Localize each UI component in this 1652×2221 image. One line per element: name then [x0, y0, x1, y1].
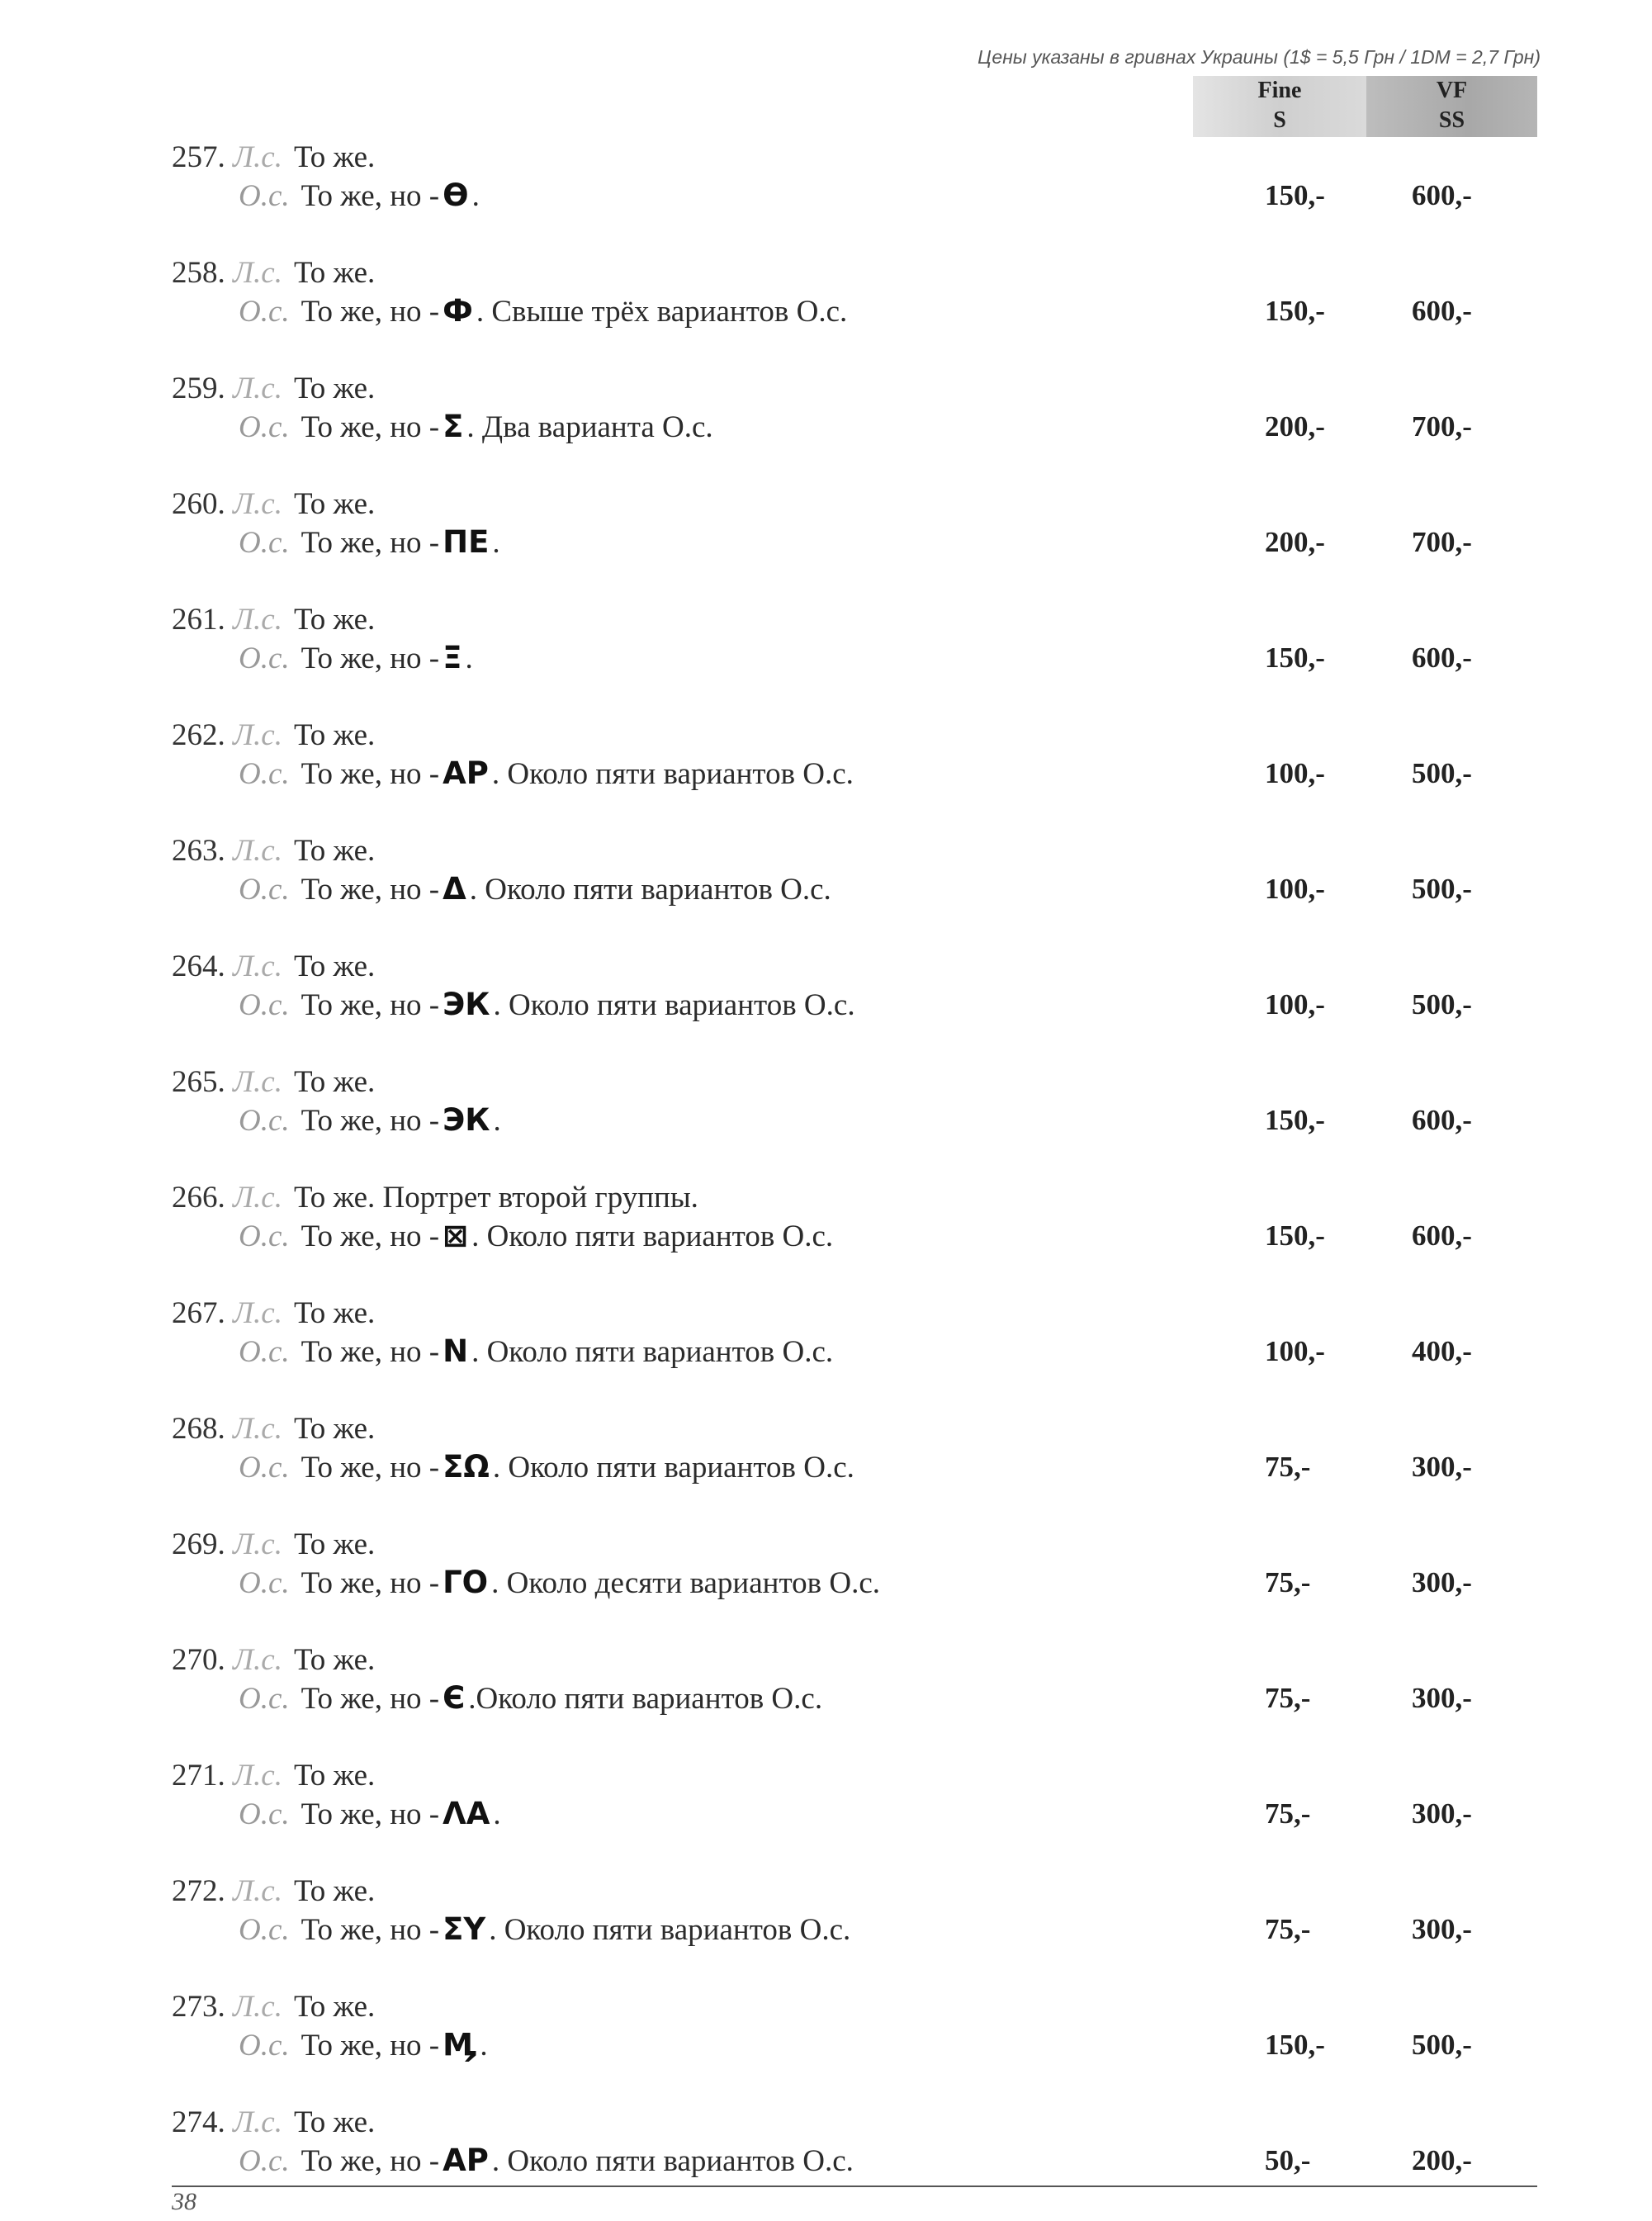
reverse-text: То же, но -	[301, 295, 440, 329]
catalog-entry	[0, 1874, 1652, 1990]
obverse-line	[172, 718, 375, 753]
price-fine: 150,-	[1265, 642, 1325, 674]
obverse-text: То же.	[293, 603, 376, 637]
grade-name: Fine	[1257, 78, 1302, 103]
price-fine: 150,-	[1265, 295, 1325, 327]
reverse-abbr: О.с.	[239, 642, 290, 675]
entry-number: 272.	[172, 1874, 225, 1908]
price-vf: 400,-	[1412, 1335, 1472, 1367]
mint-mark-symbol: Σ	[443, 409, 464, 444]
entry-number: 263.	[172, 834, 225, 868]
reverse-note: .Около пяти вариантов О.с.	[468, 1682, 823, 1716]
entry-number: 271.	[172, 1759, 225, 1792]
obverse-line	[172, 1296, 375, 1331]
reverse-abbr: О.с.	[239, 1566, 290, 1600]
obverse-abbr: Л.с.	[233, 372, 282, 405]
catalog-entry	[0, 1990, 1652, 2105]
entry-number: 260.	[172, 487, 225, 521]
reverse-note: . Около пяти вариантов О.с.	[492, 1451, 854, 1485]
price-fine: 75,-	[1265, 1566, 1311, 1598]
reverse-text: То же, но -	[301, 1335, 440, 1369]
entry-number: 266.	[172, 1181, 225, 1215]
reverse-note: . Около пяти вариантов О.с.	[491, 2144, 854, 2178]
reverse-text: То же, но -	[301, 179, 440, 213]
reverse-note: .	[480, 2029, 488, 2062]
price-fine: 50,-	[1265, 2144, 1311, 2176]
obverse-abbr: Л.с.	[233, 718, 282, 752]
price-vf: 500,-	[1412, 873, 1472, 905]
price-fine: 100,-	[1265, 1335, 1325, 1367]
obverse-abbr: Л.с.	[233, 1874, 282, 1908]
reverse-text: То же, но -	[301, 410, 440, 444]
price-vf: 500,-	[1412, 988, 1472, 1021]
entry-number: 259.	[172, 372, 225, 405]
obverse-line	[172, 1412, 375, 1447]
catalog-entry	[0, 256, 1652, 372]
obverse-line	[172, 487, 375, 522]
entry-number: 269.	[172, 1527, 225, 1561]
mint-mark-symbol: ΣΩ	[443, 1449, 490, 1485]
reverse-text: То же, но -	[301, 1104, 440, 1138]
price-vf: 600,-	[1412, 642, 1472, 674]
grade-code: SS	[1438, 107, 1465, 133]
obverse-line	[172, 949, 375, 984]
reverse-line	[239, 641, 473, 676]
reverse-abbr: О.с.	[239, 1913, 290, 1947]
obverse-line	[172, 372, 375, 406]
mint-mark-symbol: ЭК	[443, 987, 490, 1022]
reverse-text: То же, но -	[301, 873, 440, 907]
obverse-line	[172, 2105, 375, 2140]
catalog-entry	[0, 949, 1652, 1065]
obverse-abbr: Л.с.	[233, 1990, 282, 2024]
reverse-note: . Около пяти вариантов О.с.	[493, 988, 855, 1022]
reverse-note: .	[492, 526, 500, 560]
grade-name: VF	[1436, 78, 1468, 103]
catalog-entry	[0, 1181, 1652, 1296]
catalog-entry	[0, 1065, 1652, 1181]
obverse-line	[172, 1990, 375, 2024]
reverse-abbr: О.с.	[239, 295, 290, 329]
reverse-abbr: О.с.	[239, 2144, 290, 2178]
price-fine: 75,-	[1265, 1797, 1311, 1830]
price-currency-note: Цены указаны в гривнах Украины (1$ = 5,5 Грн / 1DM = 2,7 Грн)	[977, 46, 1541, 68]
reverse-line	[239, 178, 480, 214]
obverse-line	[172, 1643, 375, 1678]
reverse-text: То же, но -	[301, 1219, 440, 1253]
obverse-abbr: Л.с.	[233, 487, 282, 521]
price-vf: 700,-	[1412, 526, 1472, 558]
reverse-text: То же, но -	[301, 1797, 440, 1831]
price-vf: 500,-	[1412, 2029, 1472, 2061]
entry-number: 265.	[172, 1065, 225, 1099]
obverse-line	[172, 256, 375, 291]
reverse-note: . Свыше трёх вариантов О.с.	[476, 295, 848, 329]
reverse-note: .	[471, 179, 480, 213]
price-vf: 300,-	[1412, 1682, 1472, 1714]
obverse-abbr: Л.с.	[233, 1296, 282, 1330]
price-fine: 100,-	[1265, 757, 1325, 789]
obverse-text: То же.	[293, 487, 376, 521]
reverse-abbr: О.с.	[239, 1335, 290, 1369]
mint-mark-symbol: Ѳ	[443, 178, 469, 213]
obverse-text: То же. Портрет второй группы.	[293, 1181, 698, 1215]
reverse-note: .	[493, 1797, 501, 1831]
reverse-line	[239, 1681, 822, 1717]
reverse-note: . Два варианта О.с.	[466, 410, 713, 444]
obverse-text: То же.	[293, 1412, 376, 1446]
catalog-entry	[0, 372, 1652, 487]
catalog-entry	[0, 1412, 1652, 1527]
catalog-entry	[0, 487, 1652, 603]
reverse-text: То же, но -	[301, 1566, 440, 1600]
catalog-entry	[0, 834, 1652, 949]
catalog-entry	[0, 718, 1652, 834]
price-fine: 150,-	[1265, 1104, 1325, 1136]
obverse-text: То же.	[293, 1065, 376, 1099]
price-vf: 300,-	[1412, 1913, 1472, 1945]
obverse-text: То же.	[293, 1990, 376, 2024]
obverse-abbr: Л.с.	[233, 1412, 282, 1446]
obverse-abbr: Л.с.	[233, 140, 282, 174]
price-fine: 150,-	[1265, 2029, 1325, 2061]
price-vf: 600,-	[1412, 295, 1472, 327]
price-fine: 150,-	[1265, 1219, 1325, 1252]
reverse-abbr: О.с.	[239, 1797, 290, 1831]
obverse-text: То же.	[293, 1874, 376, 1908]
mint-mark-symbol: ΑΡ	[443, 2143, 489, 2178]
obverse-abbr: Л.с.	[233, 1527, 282, 1561]
reverse-abbr: О.с.	[239, 988, 290, 1022]
obverse-abbr: Л.с.	[233, 1643, 282, 1677]
mint-mark-symbol: N	[443, 1333, 469, 1369]
obverse-abbr: Л.с.	[233, 256, 282, 290]
reverse-abbr: О.с.	[239, 526, 290, 560]
grade-header-fine	[1193, 76, 1366, 137]
reverse-line	[239, 1797, 501, 1832]
reverse-note: . Около пяти вариантов О.с.	[471, 1335, 834, 1369]
price-vf: 600,-	[1412, 1219, 1472, 1252]
obverse-text: То же.	[293, 1643, 376, 1677]
reverse-note: . Около пяти вариантов О.с.	[489, 1913, 851, 1947]
mint-mark-symbol: ПЕ	[443, 524, 490, 560]
price-vf: 300,-	[1412, 1797, 1472, 1830]
obverse-line	[172, 834, 375, 869]
reverse-abbr: О.с.	[239, 1219, 290, 1253]
grade-code: S	[1273, 107, 1286, 133]
obverse-text: То же.	[293, 834, 376, 868]
reverse-abbr: О.с.	[239, 873, 290, 907]
reverse-text: То же, но -	[301, 526, 440, 560]
obverse-line	[172, 603, 375, 637]
reverse-line	[239, 2028, 488, 2063]
price-vf: 600,-	[1412, 179, 1472, 211]
entry-number: 262.	[172, 718, 225, 752]
reverse-line	[239, 1450, 854, 1485]
price-fine: 75,-	[1265, 1913, 1311, 1945]
reverse-line	[239, 756, 854, 792]
catalog-entry	[0, 1527, 1652, 1643]
reverse-text: То же, но -	[301, 2144, 440, 2178]
obverse-text: То же.	[293, 372, 376, 405]
reverse-abbr: О.с.	[239, 1682, 290, 1716]
reverse-line	[239, 525, 500, 561]
price-vf: 500,-	[1412, 757, 1472, 789]
reverse-line	[239, 1565, 880, 1601]
price-vf: 200,-	[1412, 2144, 1472, 2176]
reverse-text: То же, но -	[301, 1451, 440, 1485]
price-fine: 75,-	[1265, 1682, 1311, 1714]
price-vf: 600,-	[1412, 1104, 1472, 1136]
obverse-abbr: Л.с.	[233, 2105, 282, 2139]
reverse-abbr: О.с.	[239, 757, 290, 791]
entry-number: 273.	[172, 1990, 225, 2024]
entry-number: 267.	[172, 1296, 225, 1330]
obverse-line	[172, 1527, 375, 1562]
page-number: 38	[172, 2188, 196, 2215]
price-fine: 100,-	[1265, 873, 1325, 905]
mint-mark-symbol: Ф	[443, 293, 473, 329]
price-fine: 100,-	[1265, 988, 1325, 1021]
catalog-entry	[0, 140, 1652, 256]
reverse-abbr: О.с.	[239, 2029, 290, 2062]
reverse-text: То же, но -	[301, 757, 440, 791]
reverse-line	[239, 1103, 501, 1139]
reverse-text: То же, но -	[301, 988, 440, 1022]
obverse-abbr: Л.с.	[233, 834, 282, 868]
entry-number: 257.	[172, 140, 225, 174]
reverse-note: .	[465, 642, 473, 675]
mint-mark-symbol: Δ	[443, 871, 466, 907]
entry-number: 261.	[172, 603, 225, 637]
reverse-abbr: О.с.	[239, 179, 290, 213]
reverse-note: . Около десяти вариантов О.с.	[491, 1566, 880, 1600]
obverse-line	[172, 1181, 698, 1215]
mint-mark-symbol: ΣΥ	[443, 1911, 486, 1947]
footer-divider	[172, 2185, 1537, 2187]
reverse-abbr: О.с.	[239, 1104, 290, 1138]
obverse-abbr: Л.с.	[233, 949, 282, 983]
mint-mark-symbol: Ӎ	[443, 2027, 477, 2062]
obverse-line	[172, 1759, 375, 1793]
mint-mark-symbol: ΓΟ	[443, 1565, 489, 1600]
obverse-abbr: Л.с.	[233, 1181, 282, 1215]
mint-mark-symbol: ΛΑ	[443, 1796, 490, 1831]
catalog-entry	[0, 1296, 1652, 1412]
price-vf: 300,-	[1412, 1451, 1472, 1483]
mint-mark-symbol: Ξ	[443, 640, 462, 675]
price-fine: 200,-	[1265, 526, 1325, 558]
reverse-abbr: О.с.	[239, 1451, 290, 1485]
reverse-text: То же, но -	[301, 2029, 440, 2062]
obverse-text: То же.	[293, 256, 376, 290]
mint-mark-symbol: ΑΡ	[443, 755, 489, 791]
entry-number: 268.	[172, 1412, 225, 1446]
reverse-line	[239, 872, 831, 907]
catalog-entry	[0, 1759, 1652, 1874]
obverse-line	[172, 140, 375, 175]
obverse-line	[172, 1065, 375, 1100]
reverse-line	[239, 294, 847, 329]
obverse-text: То же.	[293, 1759, 376, 1792]
mint-mark-symbol: Є	[443, 1680, 466, 1716]
price-vf: 700,-	[1412, 410, 1472, 443]
catalog-entry	[0, 2105, 1652, 2221]
entry-number: 264.	[172, 949, 225, 983]
reverse-line	[239, 410, 713, 445]
grade-header-vf	[1366, 76, 1537, 137]
obverse-abbr: Л.с.	[233, 1759, 282, 1792]
reverse-note: .	[493, 1104, 501, 1138]
obverse-text: То же.	[293, 1296, 376, 1330]
obverse-text: То же.	[293, 140, 376, 174]
reverse-text: То же, но -	[301, 1913, 440, 1947]
obverse-text: То же.	[293, 2105, 376, 2139]
reverse-text: То же, но -	[301, 1682, 440, 1716]
reverse-note: . Около пяти вариантов О.с.	[471, 1219, 834, 1253]
catalog-entry	[0, 1643, 1652, 1759]
reverse-note: . Около пяти вариантов О.с.	[491, 757, 854, 791]
obverse-text: То же.	[293, 1527, 376, 1561]
entry-number: 258.	[172, 256, 225, 290]
price-vf: 300,-	[1412, 1566, 1472, 1598]
reverse-abbr: О.с.	[239, 410, 290, 444]
reverse-note: . Около пяти вариантов О.с.	[469, 873, 831, 907]
price-fine: 150,-	[1265, 179, 1325, 211]
obverse-text: То же.	[293, 718, 376, 752]
price-fine: 75,-	[1265, 1451, 1311, 1483]
reverse-line	[239, 1912, 850, 1948]
reverse-line	[239, 1334, 833, 1370]
reverse-line	[239, 2143, 854, 2179]
entry-number: 274.	[172, 2105, 225, 2139]
obverse-line	[172, 1874, 375, 1909]
mint-mark-symbol: ЭК	[443, 1102, 490, 1138]
catalog-entry	[0, 603, 1652, 718]
reverse-line	[239, 1219, 833, 1254]
obverse-text: То же.	[293, 949, 376, 983]
price-fine: 200,-	[1265, 410, 1325, 443]
mint-mark-symbol: ⊠	[443, 1218, 469, 1253]
obverse-abbr: Л.с.	[233, 603, 282, 637]
reverse-text: То же, но -	[301, 642, 440, 675]
entry-number: 270.	[172, 1643, 225, 1677]
reverse-line	[239, 987, 855, 1023]
obverse-abbr: Л.с.	[233, 1065, 282, 1099]
